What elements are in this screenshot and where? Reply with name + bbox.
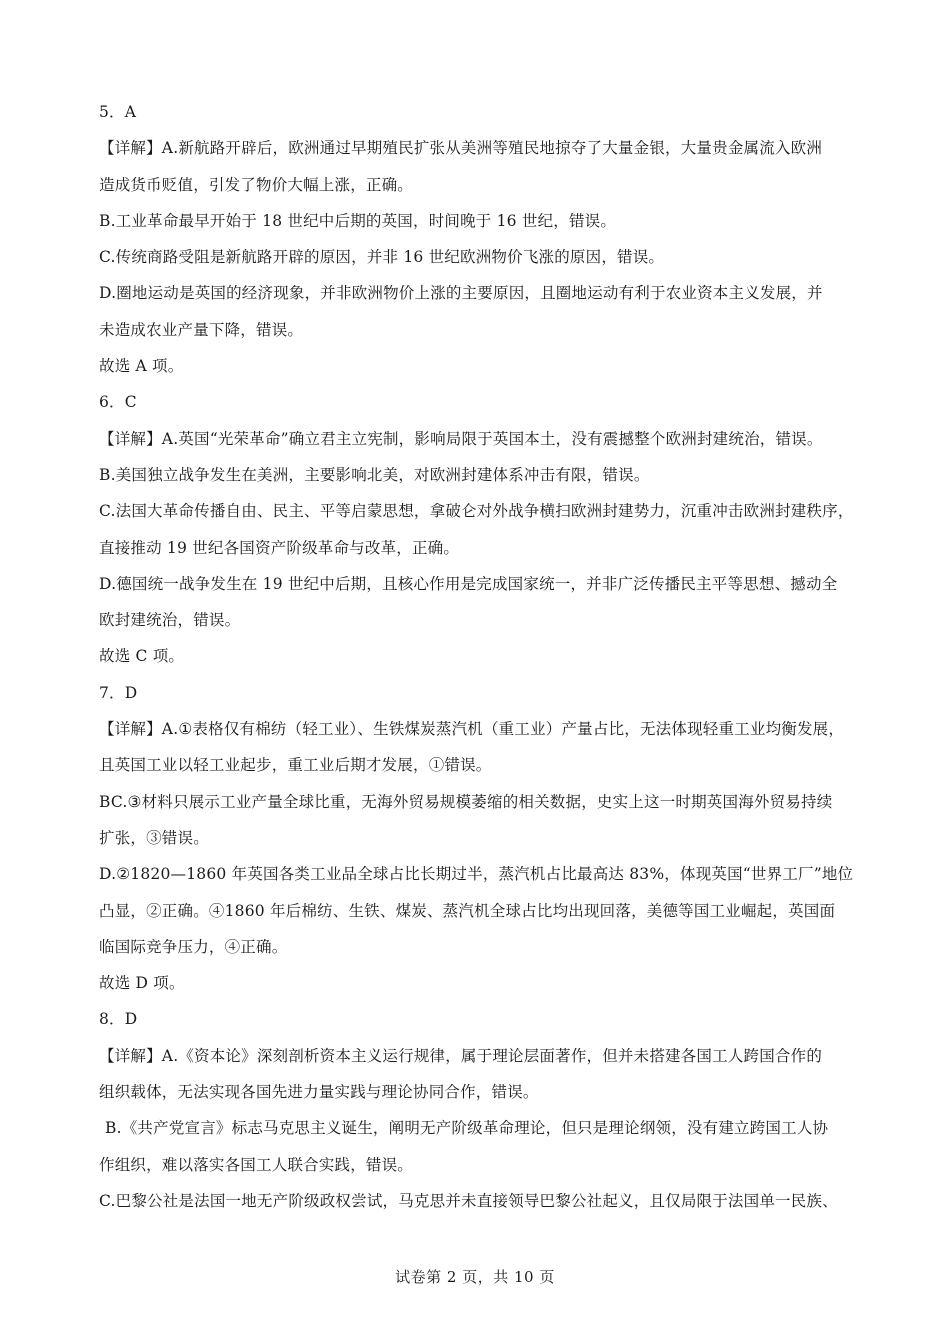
answer-heading-5: 5．A <box>99 103 137 121</box>
explanation-line: 造成货币贬值，引发了物价大幅上涨，正确。 <box>99 175 414 194</box>
explanation-line: D.②1820—1860 年英国各类工业品全球占比长期过半，蒸汽机占比最高达 83%，体现英国“世界工厂”地位 <box>99 865 854 884</box>
explanation-line: B.美国独立战争发生在美洲，主要影响北美，对欧洲封建体系冲击有限，错误。 <box>99 465 650 484</box>
answer-heading-7: 7．D <box>99 683 138 702</box>
explanation-line: 【详解】A.①表格仅有棉纺（轻工业）、生铁煤炭蒸汽机（重工业）产量占比，无法体现轻重工业均衡发展， <box>99 720 845 739</box>
explanation-line: D.圈地运动是英国的经济现象，并非欧洲物价上涨的主要原因，且圈地运动有利于农业资本主义发展，并 <box>99 284 823 303</box>
answer-heading-6: 6．C <box>99 393 137 412</box>
explanation-line: C.巴黎公社是法国一地无产阶级政权尝试，马克思并未直接领导巴黎公社起义，且仅局限于法国单一民族、 <box>99 1191 838 1210</box>
conclusion-line: 故选 C 项。 <box>99 647 185 666</box>
explanation-line: 凸显，②正确。④1860 年后棉纺、生铁、煤炭、蒸汽机全球占比均出现回落，美德等国工业崛起，英国面 <box>99 901 836 920</box>
document-body <box>99 94 859 1219</box>
answer-heading-8: 8．D <box>99 1010 138 1029</box>
explanation-line: 未造成农业产量下降，错误。 <box>99 320 304 339</box>
explanation-line: 【详解】A.英国“光荣革命”确立君主立宪制，影响局限于英国本土，没有震撼整个欧洲封建统治，错误。 <box>99 429 823 448</box>
explanation-line: C.法国大革命传播自由、民主、平等启蒙思想，拿破仑对外战争横扫欧洲封建势力，沉重冲击欧洲封建秩序， <box>99 502 854 521</box>
explanation-line: B.工业革命最早开始于 18 世纪中后期的英国，时间晚于 16 世纪，错误。 <box>99 211 617 230</box>
explanation-line: 欧封建统治，错误。 <box>99 611 241 630</box>
conclusion-line: 故选 D 项。 <box>99 974 185 993</box>
explanation-line: 直接推动 19 世纪各国资产阶级革命与改革，正确。 <box>99 538 460 557</box>
explanation-line: 组织载体，无法实现各国先进力量实践与理论协同合作，错误。 <box>99 1083 539 1102</box>
explanation-line: D.德国统一战争发生在 19 世纪中后期，且核心作用是完成国家统一，并非广泛传播民主平等思想、撼动全 <box>99 574 838 593</box>
explanation-line: 且英国工业以轻工业起步，重工业后期才发展，①错误。 <box>99 756 492 775</box>
page-footer: 试卷第 2 页，共 10 页 <box>395 1268 555 1286</box>
conclusion-line: 故选 A 项。 <box>99 357 184 376</box>
explanation-line: 【详解】A.新航路开辟后，欧洲通过早期殖民扩张从美洲等殖民地掠夺了大量金银，大量贵金属流入欧洲 <box>99 139 823 158</box>
explanation-line: 【详解】A.《资本论》深刻剖析资本主义运行规律，属于理论层面著作，但并未搭建各国工人跨国合作的 <box>99 1046 823 1065</box>
explanation-line: B.《共产党宣言》标志马克思主义诞生，阐明无产阶级革命理论，但只是理论纲领，没有建立跨国工人协 <box>105 1119 829 1138</box>
explanation-line: BC.③材料只展示工业产量全球比重，无海外贸易规模萎缩的相关数据，史实上这一时期英国海外贸易持续 <box>99 792 833 811</box>
explanation-line: 作组织，难以落实各国工人联合实践，错误。 <box>99 1155 414 1174</box>
explanation-line: 扩张，③错误。 <box>99 828 209 847</box>
explanation-line: 临国际竞争压力，④正确。 <box>99 937 288 956</box>
explanation-line: C.传统商路受阻是新航路开辟的原因，并非 16 世纪欧洲物价飞涨的原因，错误。 <box>99 248 665 267</box>
